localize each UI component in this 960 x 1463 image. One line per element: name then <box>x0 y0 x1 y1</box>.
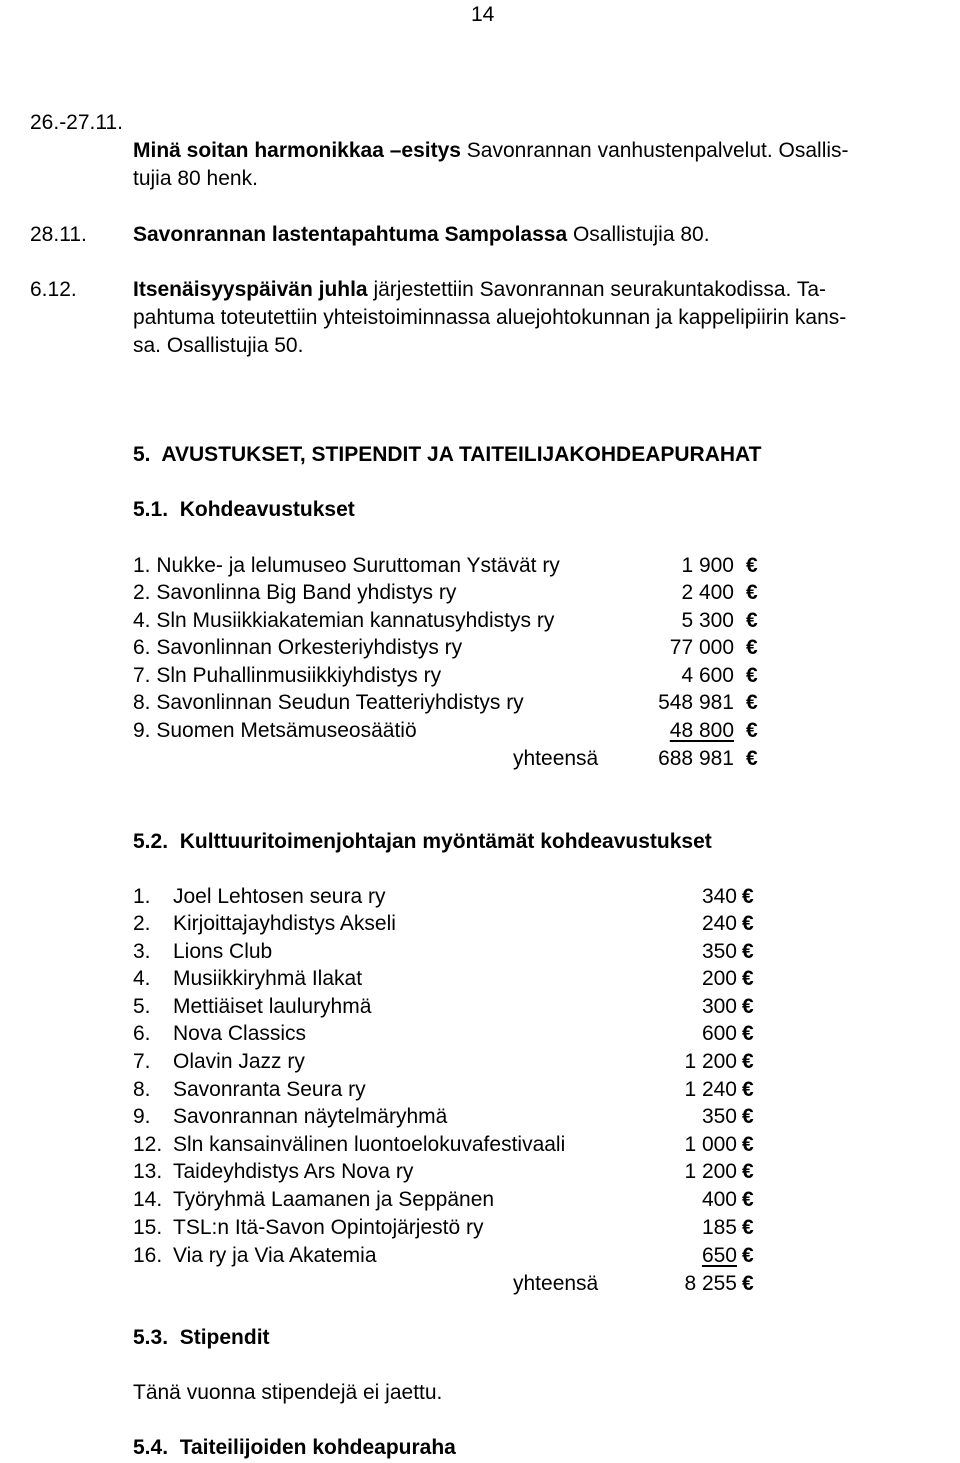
event-title: Minä soitan harmonikkaa –esitys <box>133 139 461 162</box>
euro-icon: € <box>742 995 754 1018</box>
event-line <box>133 140 849 161</box>
event-date: 26.-27.11. <box>30 111 124 134</box>
grant-item-name: Olavin Jazz ry <box>173 1050 305 1073</box>
grant-item-amount: 1 000 <box>684 1133 737 1156</box>
subsection-heading-5-3: 5.3. Stipendit <box>133 1326 270 1349</box>
euro-icon: € <box>746 581 758 604</box>
subsection-heading-5-2: 5.2. Kulttuuritoimenjohtajan myöntämät kohdeavustukset <box>133 830 712 853</box>
grant-item-number: 2. <box>133 912 151 935</box>
euro-icon: € <box>746 609 758 632</box>
euro-icon: € <box>742 912 754 935</box>
grant-item-name: Savonrannan näytelmäryhmä <box>173 1105 448 1128</box>
subsection-heading-5-4: 5.4. Taiteilijoiden kohdeapuraha <box>133 1436 456 1459</box>
event-title: Savonrannan lastentapahtuma Sampolassa <box>133 223 568 246</box>
grant-item-name: Kirjoittajayhdistys Akseli <box>173 912 396 935</box>
grant-item-number: 13. <box>133 1160 163 1183</box>
grant-item-name: 2. Savonlinna Big Band yhdistys ry <box>133 581 457 604</box>
event-date: 28.11. <box>30 223 87 246</box>
event-date: 6.12. <box>30 278 77 301</box>
grant-item-amount: 200 <box>701 967 737 990</box>
total-label: yhteensä <box>513 747 599 770</box>
grant-item-amount: 5 300 <box>681 609 734 632</box>
grant-item-name: 8. Savonlinnan Seudun Teatteriyhdistys ry <box>133 691 524 714</box>
grant-item-name: Musiikkiryhmä Ilakat <box>173 967 363 990</box>
section-heading: 5. AVUSTUKSET, STIPENDIT JA TAITEILIJAKOHDEAPURAHAT <box>133 443 762 466</box>
grant-item-name: 4. Sln Musiikkiakatemian kannatusyhdistys ry <box>133 609 555 632</box>
euro-icon: € <box>746 636 758 659</box>
subsection-heading-5-1: 5.1. Kohdeavustukset <box>133 498 355 521</box>
grant-item-amount: 1 200 <box>684 1160 737 1183</box>
grant-item-amount: 600 <box>701 1022 737 1045</box>
grant-item-name: Nova Classics <box>173 1022 307 1045</box>
grant-item-number: 1. <box>133 885 151 908</box>
euro-icon: € <box>742 1272 754 1295</box>
grant-item-name: Työryhmä Laamanen ja Seppänen <box>173 1188 495 1211</box>
grant-item-amount: 300 <box>701 995 737 1018</box>
grant-item-amount: 650 <box>701 1244 737 1267</box>
euro-icon: € <box>746 664 758 687</box>
euro-icon: € <box>742 1160 754 1183</box>
grant-item-number: 3. <box>133 940 151 963</box>
grant-item-number: 16. <box>133 1244 163 1267</box>
grant-item-amount: 548 981 <box>658 691 734 714</box>
event-text: Savonrannan vanhustenpalvelut. Osallis- <box>460 139 849 162</box>
grant-item-amount: 77 000 <box>669 636 734 659</box>
grant-item-name: 9. Suomen Metsämuseosäätiö <box>133 719 417 742</box>
grant-item-name: TSL:n Itä-Savon Opintojärjestö ry <box>173 1216 484 1239</box>
event-line <box>133 335 303 356</box>
event-text: sa. Osallistujia 50. <box>133 334 304 357</box>
grant-item-name: Lions Club <box>173 940 273 963</box>
euro-icon: € <box>746 691 758 714</box>
euro-icon: € <box>742 1188 754 1211</box>
grant-item-name: Joel Lehtosen seura ry <box>173 885 386 908</box>
euro-icon: € <box>742 1216 754 1239</box>
grant-item-amount: 4 600 <box>681 664 734 687</box>
euro-icon: € <box>742 1133 754 1156</box>
grant-item-amount: 48 800 <box>669 719 734 742</box>
total-amount: 688 981 <box>658 747 734 770</box>
grant-item-name: Mettiäiset lauluryhmä <box>173 995 372 1018</box>
grant-item-amount: 340 <box>701 885 737 908</box>
euro-icon: € <box>746 747 758 770</box>
grant-item-name: 6. Savonlinnan Orkesteriyhdistys ry <box>133 636 463 659</box>
event-text: tujia 80 henk. <box>133 167 258 190</box>
grant-item-number: 8. <box>133 1078 151 1101</box>
grant-item-amount: 1 900 <box>681 554 734 577</box>
grant-item-amount: 240 <box>701 912 737 935</box>
total-label: yhteensä <box>513 1272 599 1295</box>
euro-icon: € <box>742 885 754 908</box>
grant-item-amount: 2 400 <box>681 581 734 604</box>
event-title: Itsenäisyyspäivän juhla <box>133 278 368 301</box>
grant-item-name: Via ry ja Via Akatemia <box>173 1244 377 1267</box>
event-text: pahtuma toteutettiin yhteistoiminnassa aluejohtokunnan ja kappelipiirin kans- <box>133 306 847 329</box>
euro-icon: € <box>742 1022 754 1045</box>
grant-item-name: Savonranta Seura ry <box>173 1078 366 1101</box>
euro-icon: € <box>742 1105 754 1128</box>
grant-item-number: 7. <box>133 1050 151 1073</box>
grant-item-name: 7. Sln Puhallinmusiikkiyhdistys ry <box>133 664 442 687</box>
grant-item-name: 1. Nukke- ja lelumuseo Suruttoman Ystävät ry <box>133 554 560 577</box>
grant-item-amount: 400 <box>701 1188 737 1211</box>
grant-item-number: 5. <box>133 995 151 1018</box>
page-number: 14 <box>471 3 495 26</box>
grant-item-number: 6. <box>133 1022 151 1045</box>
grant-item-number: 4. <box>133 967 151 990</box>
event-line <box>133 168 258 189</box>
grant-item-amount: 350 <box>701 940 737 963</box>
stipend-text: Tänä vuonna stipendejä ei jaettu. <box>133 1381 443 1404</box>
event-line <box>133 224 710 245</box>
euro-icon: € <box>746 719 758 742</box>
euro-icon: € <box>742 1078 754 1101</box>
grant-item-amount: 185 <box>701 1216 737 1239</box>
grant-item-name: Taideyhdistys Ars Nova ry <box>173 1160 414 1183</box>
grant-item-amount: 1 200 <box>684 1050 737 1073</box>
grant-item-number: 9. <box>133 1105 151 1128</box>
euro-icon: € <box>742 1244 754 1267</box>
euro-icon: € <box>742 1050 754 1073</box>
grant-item-amount: 350 <box>701 1105 737 1128</box>
event-line <box>133 307 846 328</box>
grant-item-number: 15. <box>133 1216 163 1239</box>
event-text: järjestettiin Savonrannan seurakuntakodissa. Ta- <box>367 278 826 301</box>
euro-icon: € <box>742 967 754 990</box>
euro-icon: € <box>742 940 754 963</box>
event-line <box>133 279 826 300</box>
total-amount: 8 255 <box>684 1272 737 1295</box>
grant-item-number: 14. <box>133 1188 163 1211</box>
event-text: Osallistujia 80. <box>567 223 710 246</box>
grant-item-name: Sln kansainvälinen luontoelokuvafestivaali <box>173 1133 566 1156</box>
euro-icon: € <box>746 554 758 577</box>
grant-item-amount: 1 240 <box>684 1078 737 1101</box>
grant-item-number: 12. <box>133 1133 163 1156</box>
